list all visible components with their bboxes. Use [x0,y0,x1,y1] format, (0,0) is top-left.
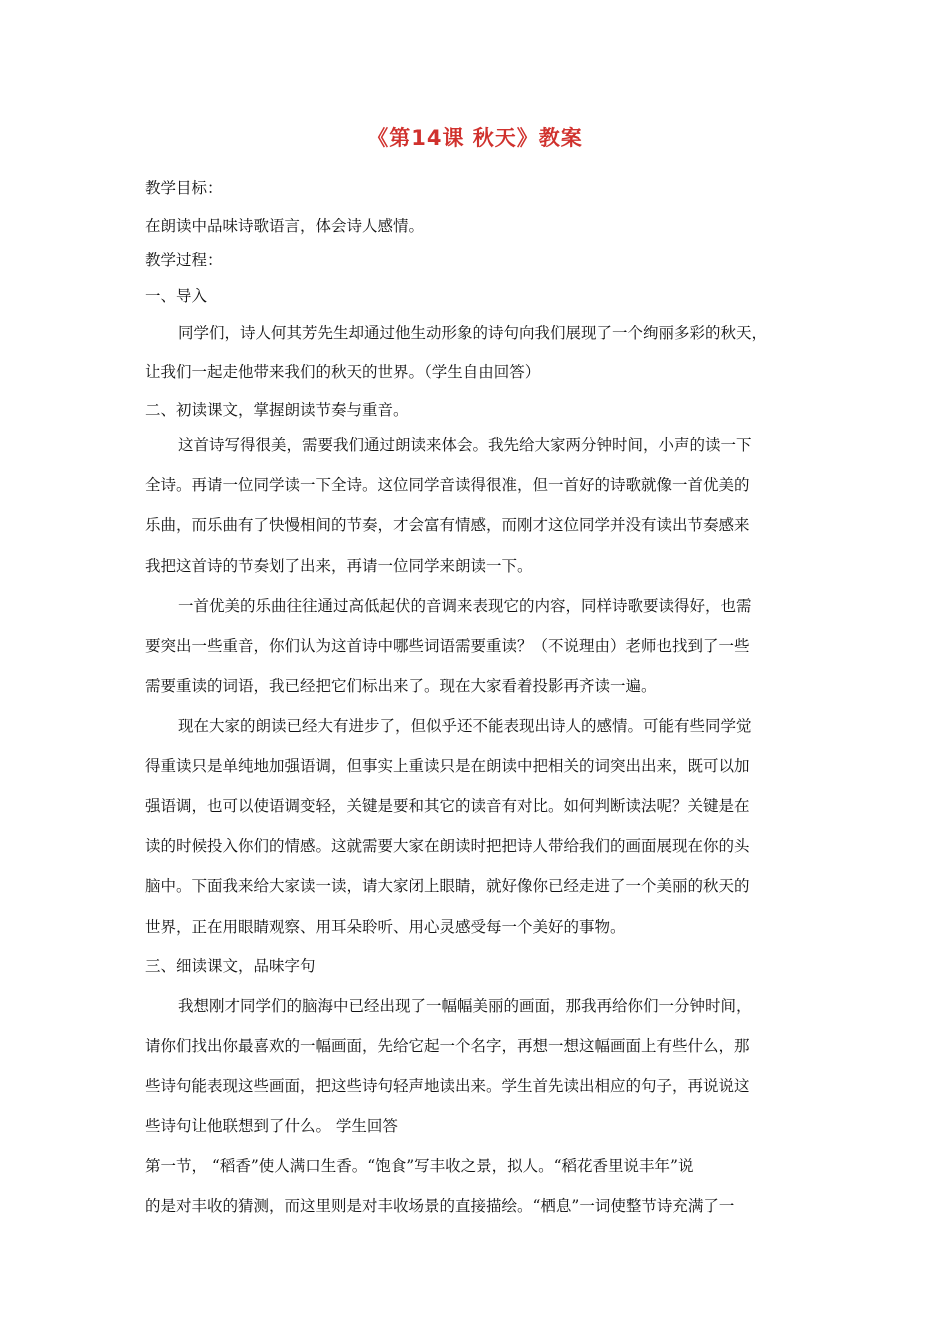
text-line: 乐曲，而乐曲有了快慢相间的节奏，才会富有情感，而刚才这位同学并没有读出节奏感来 [145,516,750,534]
text-line: 教学目标： [145,179,223,197]
text-line: 这首诗写得很美，需要我们通过朗读来体会。我先给大家两分钟时间，小声的读一下 [178,436,752,454]
text-line: 世界，正在用眼睛观察、用耳朵聆听、用心灵感受每一个美好的事物。 [145,918,626,936]
text-line: 二、初读课文，掌握朗读节奏与重音。 [145,401,409,419]
text-line: 脑中。下面我来给大家读一读，请大家闭上眼睛，就好像你已经走进了一个美丽的秋天的 [145,877,750,895]
text-line: 些诗句让他联想到了什么。 学生回答 [145,1117,398,1135]
text-line: 请你们找出你最喜欢的一幅画面，先给它起一个名字，再想一想这幅画面上有些什么，那 [145,1037,750,1055]
text-line: 我把这首诗的节奏划了出来，再请一位同学来朗读一下。 [145,557,533,575]
text-line: 些诗句能表现这些画面，把这些诗句轻声地读出来。学生首先读出相应的句子，再说说这 [145,1077,750,1095]
text-line: 要突出一些重音，你们认为这首诗中哪些词语需要重读？（不说理由）老师也找到了一些 [145,637,750,655]
text-line: 让我们一起走他带来我们的秋天的世界。（学生自由回答） [145,363,541,381]
text-line: 教学过程： [145,251,223,269]
text-line: 现在大家的朗读已经大有进步了，但似乎还不能表现出诗人的感情。可能有些同学觉 [178,717,752,735]
text-line: 一首优美的乐曲往往通过高低起伏的音调来表现它的内容，同样诗歌要读得好，也需 [178,597,752,615]
text-line: 得重读只是单纯地加强语调，但事实上重读只是在朗读中把相关的词突出出来，既可以加 [145,757,750,775]
text-line: 在朗读中品味诗歌语言，体会诗人感情。 [145,217,425,235]
text-line: 读的时候投入你们的情感。这就需要大家在朗读时把把诗人带给我们的画面展现在你的头 [145,837,750,855]
text-line: 需要重读的词语，我已经把它们标出来了。现在大家看着投影再齐读一遍。 [145,677,657,695]
text-line: 三、细读课文，品味字句 [145,957,316,975]
text-line: 一、导入 [145,287,208,305]
text-line: 同学们，诗人何其芳先生却通过他生动形象的诗句向我们展现了一个绚丽多彩的秋天， [178,324,768,342]
text-line: 的是对丰收的猜测，而这里则是对丰收场景的直接描绘。“栖息”一词使整节诗充满了一 [145,1197,735,1215]
document-title: 《第14课 秋天》教案 [367,126,583,150]
text-line: 全诗。再请一位同学读一下全诗。这位同学音读得很准，但一首好的诗歌就像一首优美的 [145,476,750,494]
text-line: 我想刚才同学们的脑海中已经出现了一幅幅美丽的画面，那我再给你们一分钟时间， [178,997,752,1015]
text-line: 强语调，也可以使语调变轻，关键是要和其它的读音有对比。如何判断读法呢？关键是在 [145,797,750,815]
text-line: 第一节， “稻香”使人满口生香。“饱食”写丰收之景，拟人。“稻花香里说丰年”说 [145,1157,694,1175]
